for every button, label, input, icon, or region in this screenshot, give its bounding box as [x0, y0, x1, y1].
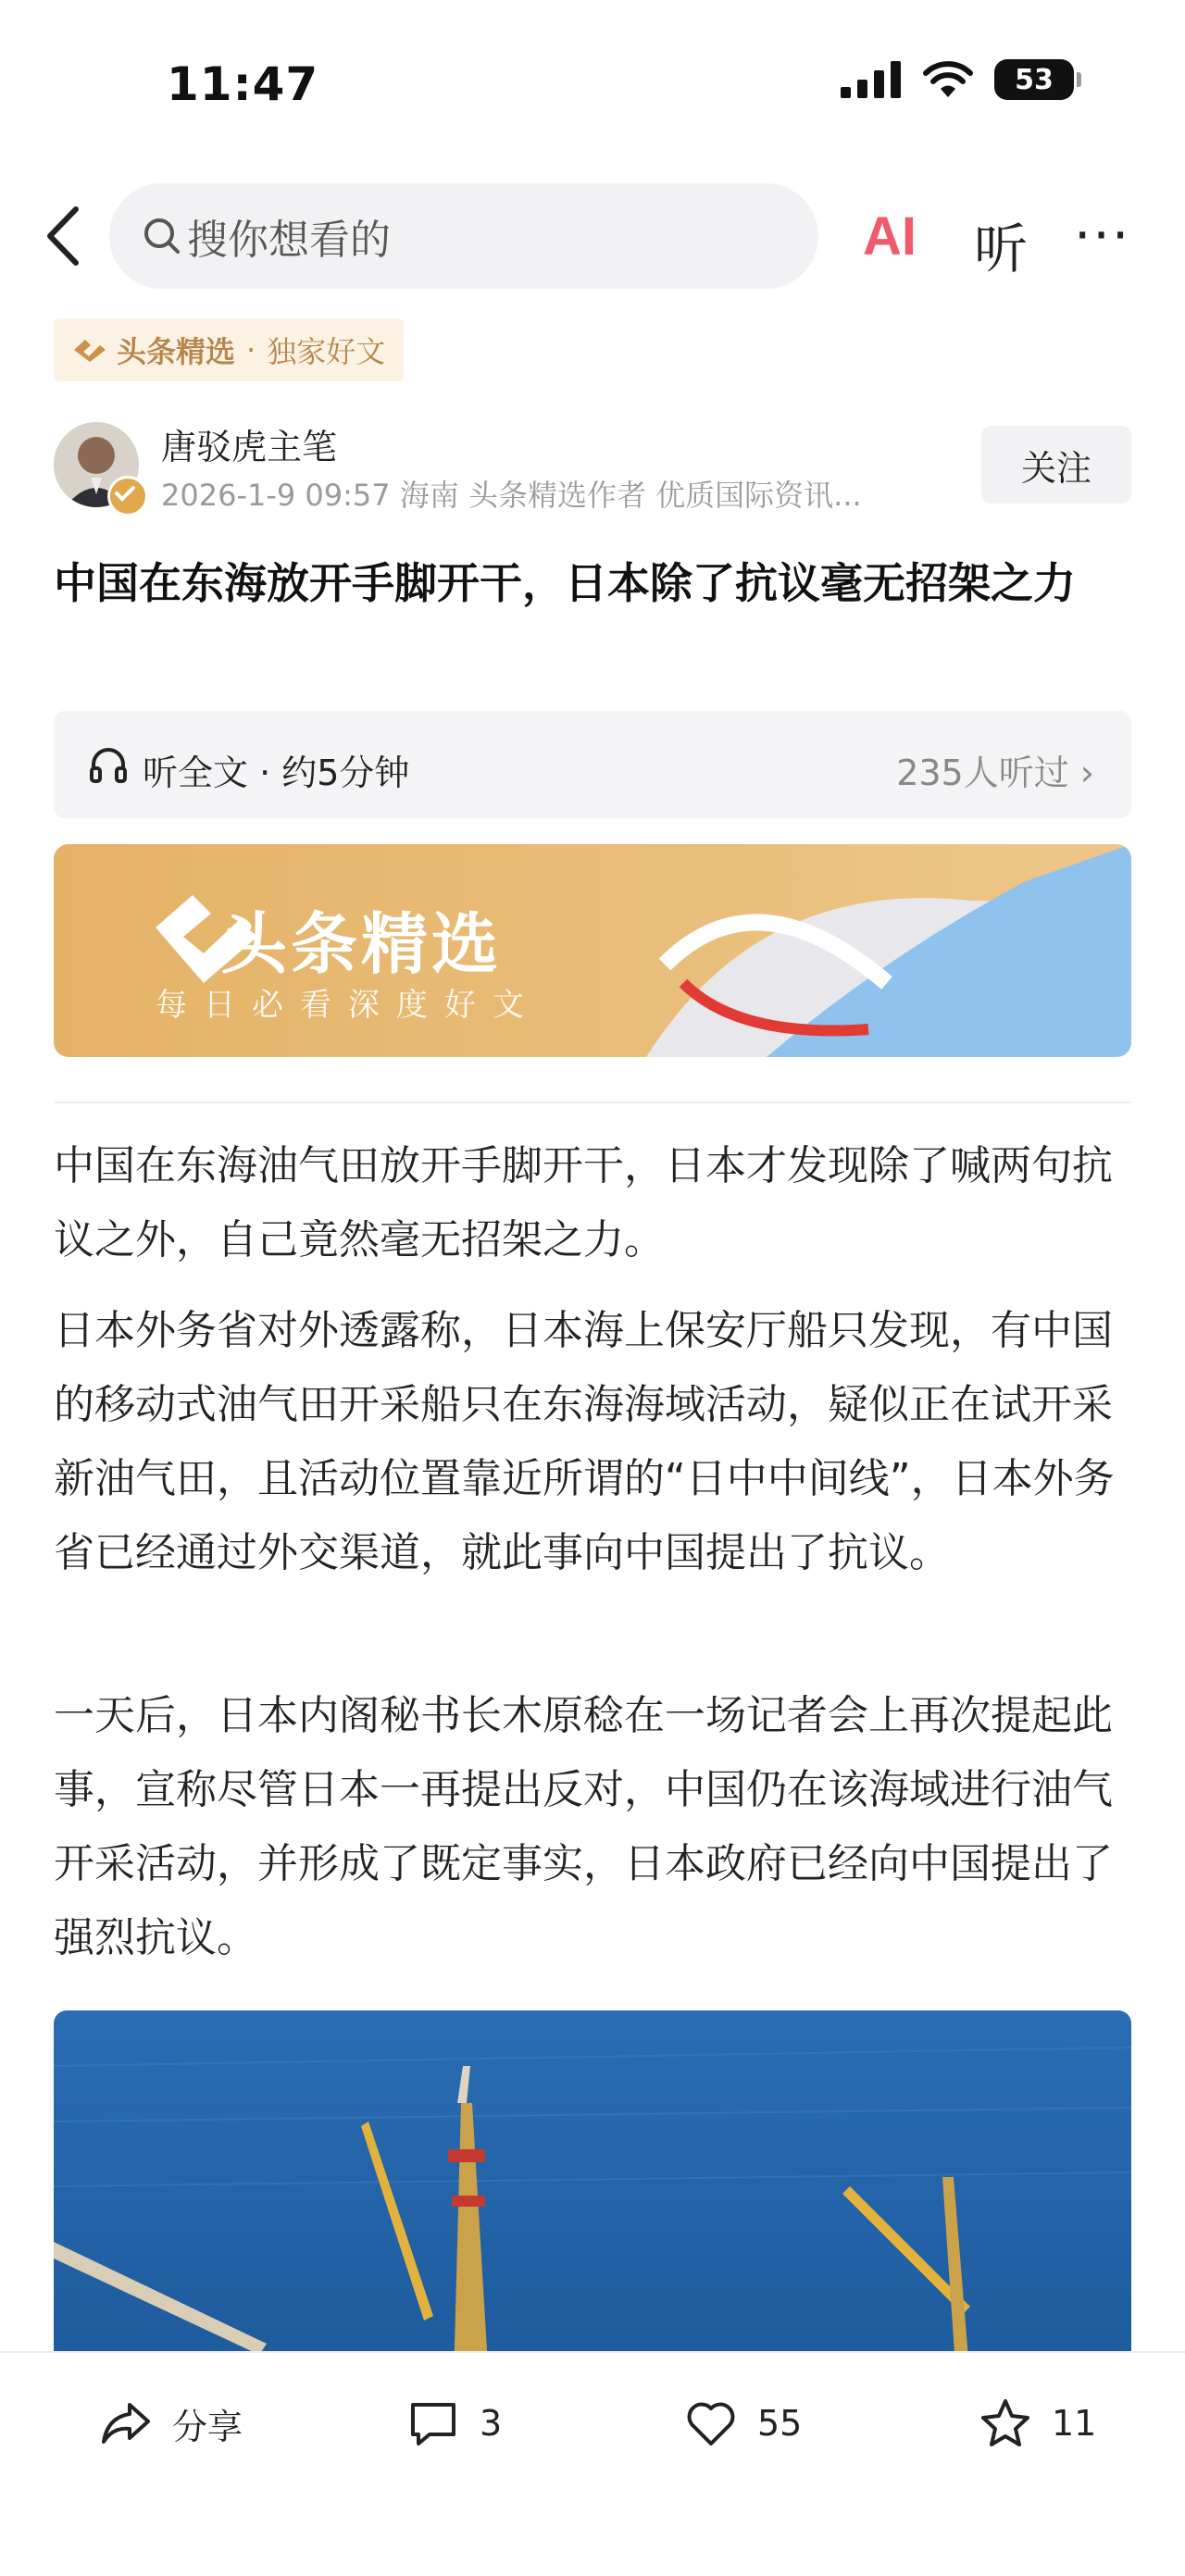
share-icon	[100, 2397, 152, 2449]
content-divider	[54, 1101, 1131, 1103]
audio-listen-count: 235人听过 ›	[896, 753, 1094, 793]
search-placeholder: 搜你想看的	[187, 217, 391, 264]
paragraph-3: 一天后，日本内阁秘书长木原稔在一场记者会上再次提起此事，宣称尽管日本一再提出反对，中国仍在该海域进行油气开采活动，并形成了既定事实，日本政府已经向中国提出了强烈抗议。	[54, 1692, 1113, 1961]
like-count: 55	[757, 2403, 803, 2444]
audio-label: 听全文 · 约5分钟	[143, 753, 410, 793]
share-label: 分享	[172, 2406, 243, 2447]
headphones-icon	[89, 746, 128, 783]
paragraph-1: 中国在东海油气田放开手脚开干，日本才发现除了喊两句抗议之外，自己竟然毫无招架之力。	[54, 1142, 1113, 1263]
share-button[interactable]	[100, 2397, 243, 2449]
listen-full-text-bar[interactable]	[54, 711, 1131, 818]
banner-title: 头条精选	[220, 905, 503, 983]
article-image-oil-rig[interactable]	[54, 2010, 1131, 2381]
comment-count: 3	[480, 2403, 503, 2444]
featured-tag[interactable]	[54, 318, 404, 381]
comment-icon	[407, 2397, 459, 2449]
search-icon	[143, 217, 181, 255]
tag-subtitle: 独家好文	[267, 334, 386, 369]
search-bar[interactable]	[109, 183, 818, 289]
listen-button[interactable]: 听	[974, 218, 1029, 280]
verified-badge-icon	[107, 476, 148, 516]
tag-separator: ·	[246, 332, 256, 367]
tag-brand: 头条精选	[117, 334, 236, 369]
banner-subtitle: 每日必看深度好文	[156, 987, 541, 1024]
favorite-count: 11	[1052, 2403, 1097, 2444]
cellular-signal-icon	[841, 61, 902, 98]
comment-button[interactable]	[407, 2397, 502, 2449]
ai-button[interactable]: AI	[863, 206, 917, 267]
follow-button[interactable]: 关注	[981, 426, 1131, 504]
toutiao-featured-logo-icon	[72, 336, 107, 364]
more-options-button[interactable]: ···	[1074, 204, 1131, 267]
featured-banner[interactable]	[54, 844, 1131, 1057]
banner-background-graphic	[54, 844, 1131, 1057]
like-button[interactable]	[685, 2397, 802, 2449]
oil-rig-photo	[54, 2010, 1131, 2381]
back-arrow-icon[interactable]	[43, 205, 83, 267]
status-icons	[841, 59, 1074, 100]
paragraph-2: 日本外务省对外透露称，日本海上保安厅船只发现，有中国的移动式油气田开采船只在东海海域活动，疑似正在试开采新油气田，且活动位置靠近所谓的“日中中间线”，日本外务省已经通过外交渠道，就此事向中国提出了抗议。	[54, 1307, 1115, 1576]
battery-indicator: 53	[994, 59, 1074, 100]
star-icon	[979, 2397, 1031, 2449]
heart-icon	[685, 2397, 737, 2449]
status-time: 11:47	[167, 57, 319, 111]
favorite-button[interactable]	[979, 2397, 1096, 2449]
author-name[interactable]: 唐驳虎主笔	[161, 427, 338, 467]
wifi-icon	[922, 60, 974, 99]
bottom-action-bar	[0, 2351, 1185, 2576]
article-meta: 2026-1-9 09:57 海南 头条精选作者 优质国际资讯...	[161, 478, 862, 513]
article-title: 中国在东海放开手脚开干，日本除了抗议毫无招架之力	[54, 558, 1076, 608]
